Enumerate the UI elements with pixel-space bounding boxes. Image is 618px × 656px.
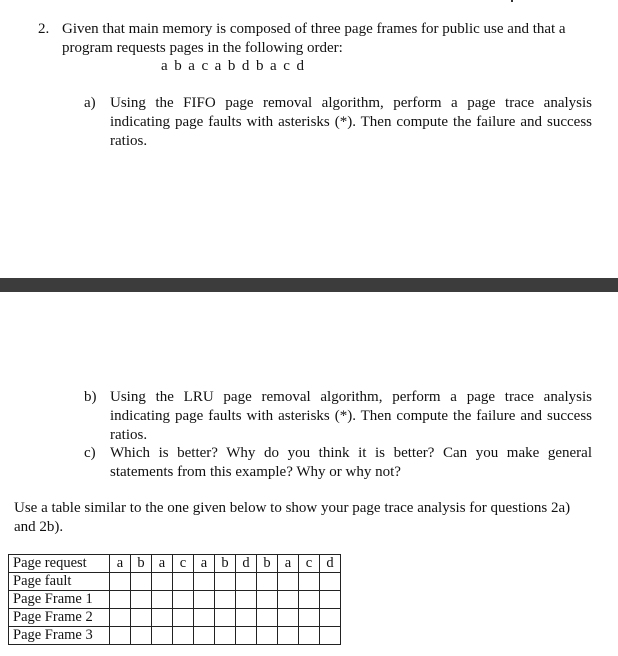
request-cell: b	[257, 555, 278, 573]
empty-cell	[173, 591, 194, 609]
page-mark	[511, 0, 513, 2]
row-header: Page Frame 1	[9, 591, 110, 609]
empty-cell	[257, 627, 278, 645]
part-c-label: c)	[84, 445, 96, 461]
empty-cell	[131, 573, 152, 591]
empty-cell	[215, 573, 236, 591]
request-cell: a	[194, 555, 215, 573]
request-cell: b	[131, 555, 152, 573]
row-header: Page request	[9, 555, 110, 573]
empty-cell	[278, 627, 299, 645]
empty-cell	[320, 573, 341, 591]
page-divider	[0, 278, 618, 292]
part-b-text: Using the LRU page removal algorithm, perform a page trace analysis indicating page faults with asterisks (*). Then compute the failure and success ratios.	[110, 389, 592, 443]
empty-cell	[236, 591, 257, 609]
empty-cell	[215, 609, 236, 627]
row-header: Page Frame 2	[9, 609, 110, 627]
table-row	[9, 573, 341, 591]
empty-cell	[110, 609, 131, 627]
row-header: Page Frame 3	[9, 627, 110, 645]
empty-cell	[173, 609, 194, 627]
row-header: Page fault	[9, 573, 110, 591]
table-row	[9, 591, 341, 609]
part-a-text: Using the FIFO page removal algorithm, perform a page trace analysis indicating page faults with asterisks (*). Then compute the failure and success ratios.	[110, 95, 592, 149]
empty-cell	[215, 627, 236, 645]
empty-cell	[257, 591, 278, 609]
empty-cell	[173, 627, 194, 645]
instruction-text: Use a table similar to the one given below to show your page trace analysis for questions 2a) and 2b).	[14, 500, 571, 535]
request-cell: d	[320, 555, 341, 573]
request-cell: c	[173, 555, 194, 573]
request-cell: b	[215, 555, 236, 573]
empty-cell	[299, 591, 320, 609]
empty-cell	[299, 573, 320, 591]
part-a	[84, 94, 592, 151]
empty-cell	[152, 609, 173, 627]
empty-cell	[131, 627, 152, 645]
empty-cell	[278, 609, 299, 627]
empty-cell	[131, 609, 152, 627]
empty-cell	[236, 627, 257, 645]
question-text: Given that main memory is composed of three page frames for public use and that a program requests pages in the following order:	[62, 21, 566, 56]
table-row	[9, 627, 341, 645]
empty-cell	[236, 573, 257, 591]
part-a-label: a)	[84, 95, 96, 111]
empty-cell	[299, 609, 320, 627]
request-cell: a	[110, 555, 131, 573]
page-request-sequence: a b a c a b d b a c d	[161, 58, 306, 74]
empty-cell	[194, 627, 215, 645]
part-b	[84, 388, 592, 445]
empty-cell	[278, 573, 299, 591]
empty-cell	[110, 591, 131, 609]
empty-cell	[131, 591, 152, 609]
page-trace-table	[8, 554, 341, 645]
empty-cell	[152, 591, 173, 609]
question-number: 2.	[38, 21, 50, 37]
empty-cell	[257, 609, 278, 627]
empty-cell	[152, 573, 173, 591]
empty-cell	[236, 609, 257, 627]
request-cell: a	[152, 555, 173, 573]
empty-cell	[194, 573, 215, 591]
request-cell: c	[299, 555, 320, 573]
part-b-label: b)	[84, 389, 97, 405]
empty-cell	[173, 573, 194, 591]
empty-cell	[278, 591, 299, 609]
empty-cell	[320, 591, 341, 609]
empty-cell	[257, 573, 278, 591]
request-cell: d	[236, 555, 257, 573]
empty-cell	[215, 591, 236, 609]
empty-cell	[110, 573, 131, 591]
empty-cell	[194, 609, 215, 627]
empty-cell	[320, 627, 341, 645]
request-cell: a	[278, 555, 299, 573]
part-c	[84, 444, 592, 482]
empty-cell	[299, 627, 320, 645]
part-c-text: Which is better? Why do you think it is better? Can you make general statements from this example? Why or why not?	[110, 445, 592, 480]
table-row	[9, 555, 341, 573]
empty-cell	[110, 627, 131, 645]
table-row	[9, 609, 341, 627]
empty-cell	[194, 591, 215, 609]
empty-cell	[320, 609, 341, 627]
empty-cell	[152, 627, 173, 645]
